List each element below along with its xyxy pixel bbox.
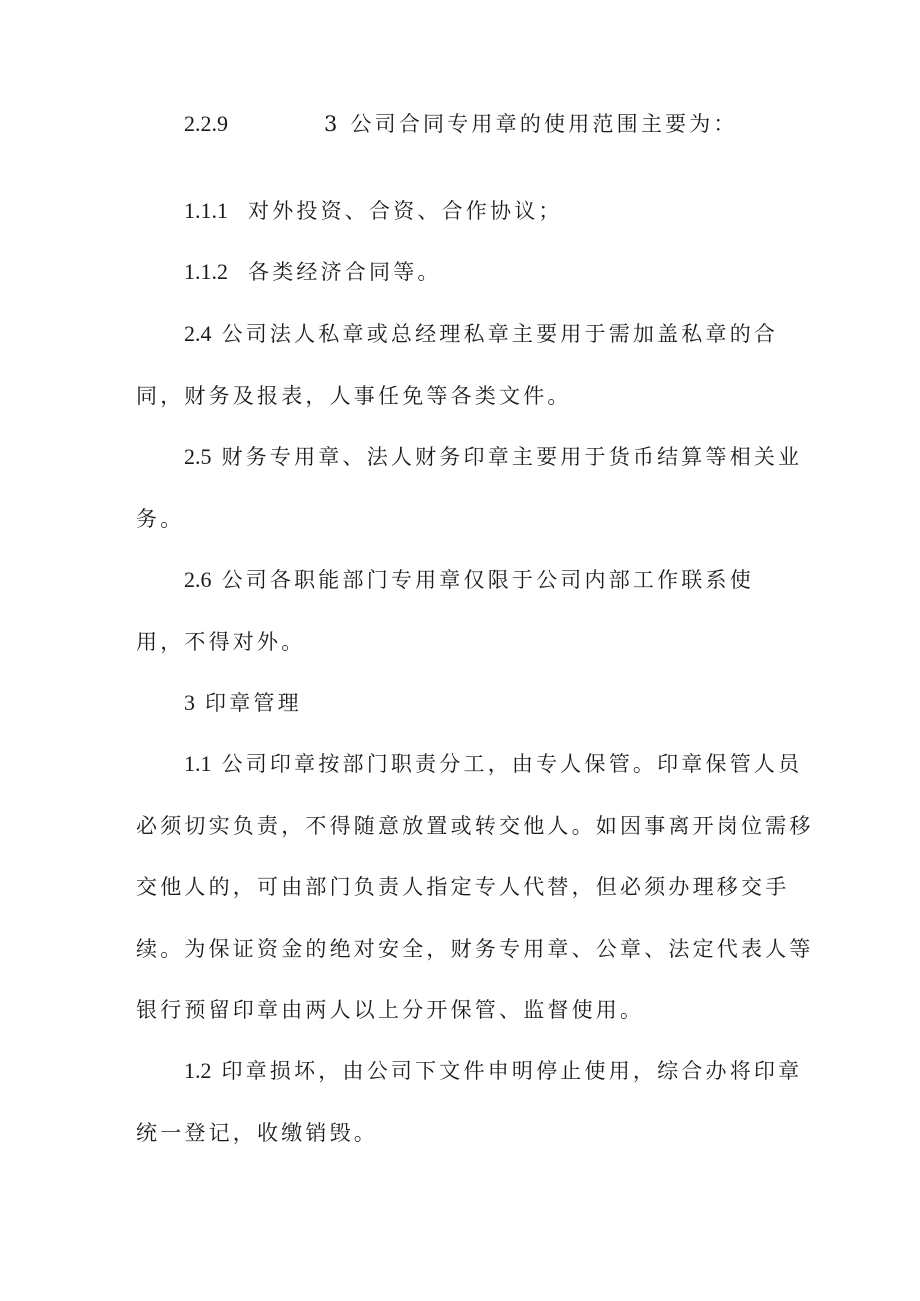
clause-text: 必须切实负责，不得随意放置或转交他人。如因事离开岗位需移 (136, 814, 814, 838)
clause-text: 同，财务及报表，人事任免等各类文件。 (136, 384, 572, 408)
clause-2-6-continuation (136, 628, 796, 656)
clause-text: 用，不得对外。 (136, 630, 306, 654)
clause-number: 1.1 (184, 751, 212, 776)
clause-1-1-1 (136, 197, 844, 225)
clause-1-1-continuation (136, 935, 814, 963)
clause-2-2-9 (136, 110, 844, 138)
clause-text: 续。为保证资金的绝对安全，财务专用章、公章、法定代表人等 (136, 937, 814, 961)
clause-1-1 (136, 750, 844, 778)
section-number: 3 (184, 690, 195, 715)
clause-number: 1.2 (184, 1058, 212, 1083)
clause-number: 2.4 (184, 321, 212, 346)
clause-text: 公司各职能部门专用章仅限于公司内部工作联系使 (221, 568, 754, 592)
clause-text: 财务专用章、法人财务印章主要用于货币结算等相关业 (221, 445, 803, 469)
clause-2-4 (136, 320, 844, 348)
clause-text: 对外投资、合资、合作协议； (248, 199, 563, 223)
clause-2-4-continuation (136, 382, 796, 410)
clause-1-1-continuation (136, 996, 796, 1024)
clause-2-5 (136, 443, 844, 471)
clause-1-2-continuation (136, 1119, 796, 1147)
clause-text: 务。 (136, 507, 185, 531)
clause-1-2 (136, 1057, 844, 1085)
clause-text: 交他人的，可由部门负责人指定专人代替，但必须办理移交手 (136, 875, 790, 899)
section-title: 印章管理 (205, 691, 302, 715)
clause-text: 公司法人私章或总经理私章主要用于需加盖私章的合 (221, 322, 779, 346)
clause-2-5-continuation (136, 505, 796, 533)
clause-1-1-continuation (136, 812, 814, 840)
clause-1-1-continuation (136, 873, 796, 901)
clause-number: 2.2.9 (184, 111, 228, 136)
clause-number: 2.5 (184, 444, 212, 469)
clause-text: 各类经济合同等。 (248, 260, 442, 284)
clause-text: 银行预留印章由两人以上分开保管、监督使用。 (136, 998, 645, 1022)
clause-text: 公司印章按部门职责分工，由专人保管。印章保管人员 (221, 752, 803, 776)
clause-number: 1.1.2 (184, 259, 228, 284)
clause-1-1-2 (136, 258, 844, 286)
clause-number: 1.1.1 (184, 198, 228, 223)
clause-text: 统一登记，收缴销毁。 (136, 1121, 378, 1145)
clause-text: 3 公司合同专用章的使用范围主要为： (324, 112, 738, 136)
clause-text: 印章损坏，由公司下文件申明停止使用，综合办将印章 (221, 1059, 803, 1083)
section-heading-3 (136, 689, 844, 717)
clause-number: 2.6 (184, 567, 212, 592)
clause-2-6 (136, 566, 844, 594)
